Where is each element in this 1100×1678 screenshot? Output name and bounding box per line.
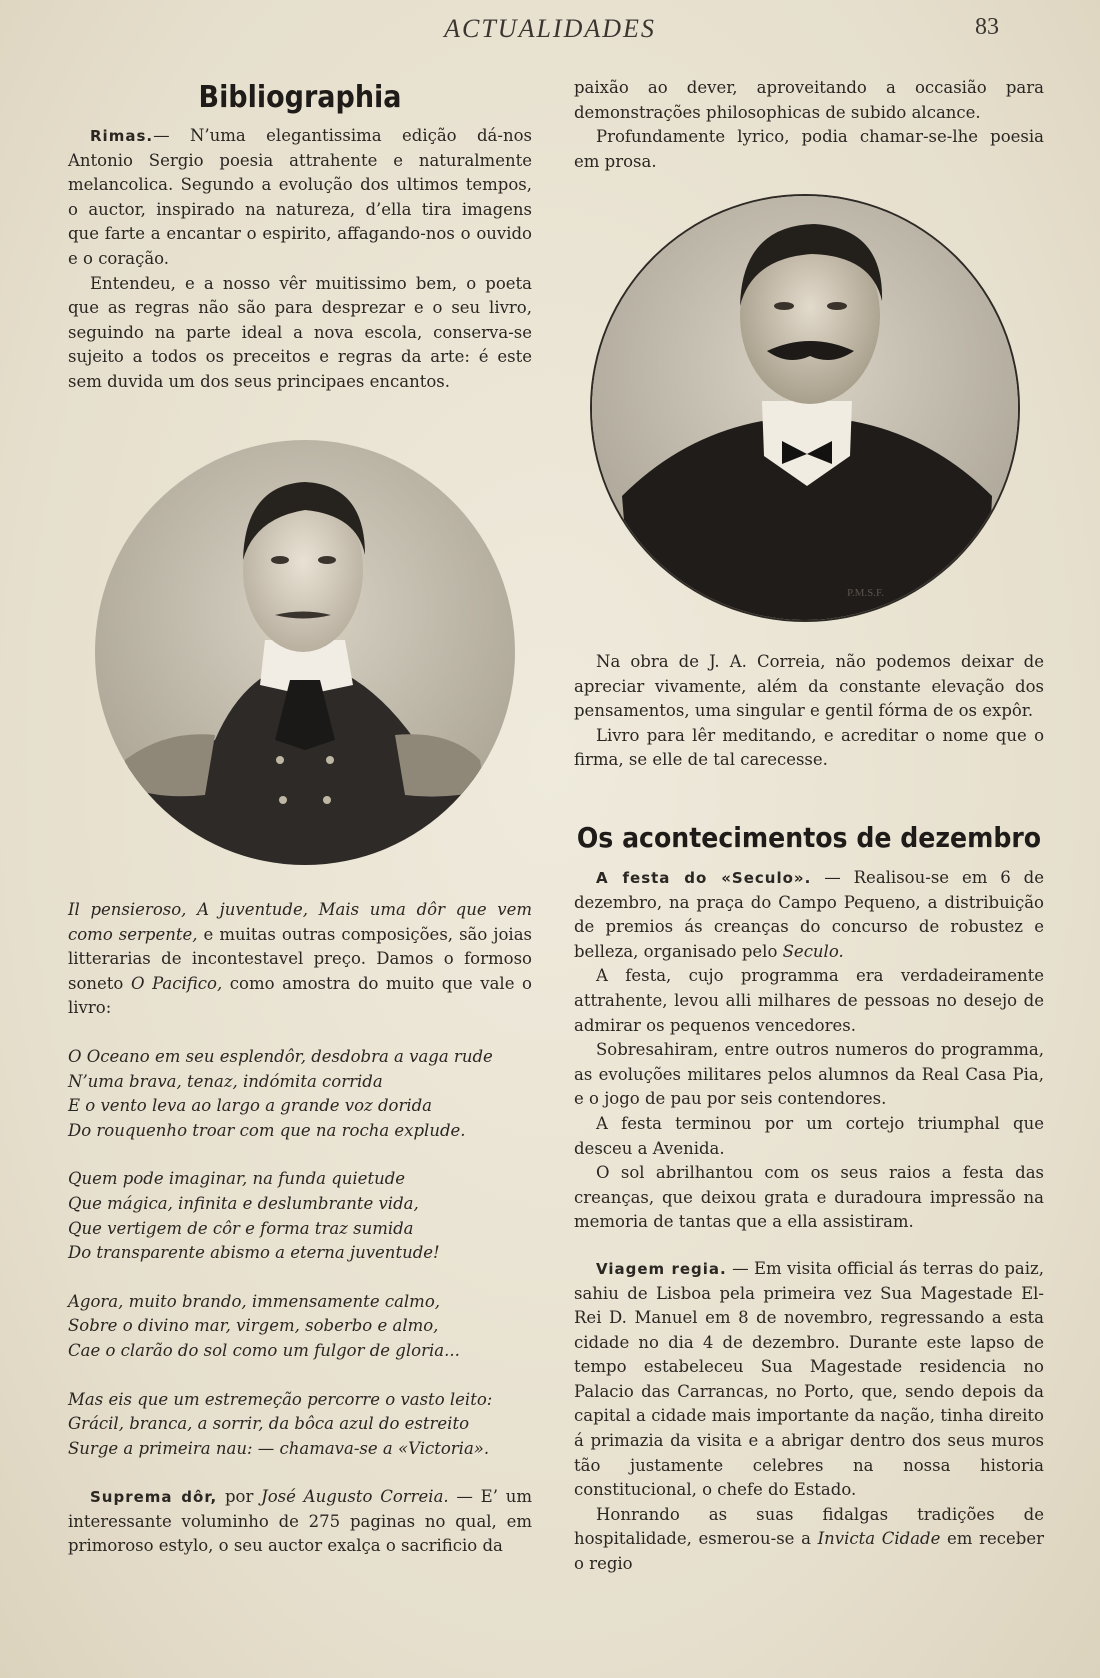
continuation-paragraph-2: Profundamente lyrico, podia chamar-se-lhe poesia em prosa.: [574, 127, 1044, 171]
correia-section: [574, 650, 1044, 773]
poem-stanza: [68, 1045, 532, 1143]
poem-line: Mas eis que um estremeção percorre o vasto leito:: [68, 1389, 493, 1409]
festa-paragraph-4: A festa terminou por um cortejo triumphal que desceu a Avenida.: [574, 1113, 1044, 1158]
festa-text-1: — Realisou-se em 6 de dezembro, na praça do Campo Pequeno, a distribuição de premios ás creanças do concurso de robustez e belleza, organisado pelo: [574, 868, 1045, 961]
poem-titles: Il pensieroso, A juventude, Mais uma dôr que vem como serpente,: [68, 900, 532, 944]
titles-text: e muitas outras composições, são joias litterarias de incontestavel preço. Damos o formoso soneto: [68, 924, 532, 993]
poem-line: N’uma brava, tenaz, indómita corrida: [68, 1071, 383, 1091]
suprema-text: — E’ um interessante voluminho de 275 paginas no qual, em primoroso estylo, o seu auctor exalça o sacrificio da: [68, 1487, 532, 1556]
poem-line: Cae o clarão do sol como um fulgor de gloria...: [68, 1340, 460, 1360]
suprema-author: José Augusto Correia.: [261, 1487, 449, 1507]
festa-seculo: Seculo.: [782, 941, 844, 961]
viagem-text-2a: Honrando as suas fidalgas tradições de hospitalidade, esmerou-se a: [574, 1504, 1044, 1549]
poem-line: Que mágica, infinita e deslumbrante vida,: [68, 1193, 419, 1213]
poem-line: Do rouquenho troar com que na rocha explude.: [68, 1120, 466, 1140]
poem-line: Sobre o divino mar, virgem, soberbo e almo,: [68, 1316, 439, 1336]
festa-paragraph-5: O sol abrilhantou com os seus raios a festa das creanças, que deixou grata e duradoura impressão na memoria de tantas que a ella assistiram.: [574, 1163, 1044, 1232]
section-title-dezembro: Os acontecimentos de dezembro: [576, 821, 1042, 854]
festa-paragraph-3: Sobresahiram, entre outros numeros do programma, as evoluções militares pelos alumnos da Real Casa Pia, e o jogo de pau por seis contendores.: [574, 1040, 1044, 1109]
titles-paragraph: [68, 898, 532, 1021]
rimas-continuation: [68, 898, 532, 1559]
rimas-paragraph-2: Entendeu, e a nosso vêr muitissimo bem, o poeta que as regras não são para desprezar e o seu livro, seguindo na parte ideal a nova escola, conserva-se sujeito a todos os preceitos e regras da arte: é este sem duvida um dos seus principaes encantos.: [68, 273, 532, 391]
bibliographia-section: [68, 78, 532, 395]
correia-paragraph-2: Livro para lêr meditando, e acreditar o nome que o firma, se elle de tal carecesse.: [574, 725, 1044, 770]
running-title: ACTUALIDADES: [444, 14, 656, 43]
suprema-lead: Suprema dôr,: [90, 1488, 218, 1507]
poem-stanza: [68, 1290, 532, 1364]
poem-line: E o vento leva ao largo a grande voz dorida: [68, 1096, 433, 1116]
viagem-invicta: Invicta Cidade: [817, 1529, 941, 1549]
titles-text-end: como amostra do muito que vale o livro:: [68, 973, 532, 1018]
poem-stanza: [68, 1388, 532, 1462]
poem-line: Agora, muito brando, immensamente calmo,: [68, 1291, 441, 1311]
rimas-paragraph-1: [68, 124, 532, 272]
portrait-author: [590, 194, 1020, 622]
naval-officer-photo: [95, 440, 515, 865]
continuation-paragraph-1: paixão ao dever, aproveitando a occasião para demonstrações philosophicas de subido alcance.: [574, 78, 1044, 122]
poem-line: Quem pode imaginar, na funda quietude: [68, 1169, 406, 1189]
festa-lead: A festa do «Seculo».: [596, 869, 812, 887]
poem-line: Grácil, branca, a sorrir, da bôca azul do estreito: [68, 1414, 470, 1434]
poem-stanza: [68, 1167, 532, 1265]
viagem-lead: Viagem regia.: [596, 1259, 727, 1278]
correia-paragraph-1: Na obra de J. A. Correia, não podemos deixar de apreciar vivamente, além da constante elevação dos pensamentos, uma singular e gentil fórma de os expôr.: [574, 652, 1044, 721]
sonnet-title: O Pacifico,: [130, 973, 223, 993]
page-number: 83: [975, 14, 999, 40]
rimas-text-1: — N’uma elegantissima edição dá-nos Antonio Sergio poesia attrahente e naturalmente melancolica. Segundo a evolução dos ultimos tempos, o auctor, inspirado na natureza, d’ella tira imagens que farte a encantar o espirito, affagando-nos o ouvido e o coração.: [68, 126, 532, 268]
dezembro-section: [574, 818, 1044, 1577]
viagem-paragraph-2: [574, 1503, 1044, 1577]
author-photo: [592, 196, 1018, 620]
section-title-bibliographia: Bibliographia: [198, 80, 402, 115]
sonnet-o-pacifico: [68, 1045, 532, 1461]
suprema-continuation: [574, 76, 1044, 174]
poem-line: O Oceano em seu esplendôr, desdobra a vaga rude: [68, 1046, 493, 1066]
poem-line: Do transparente abismo a eterna juventude!: [68, 1243, 440, 1263]
poem-line: Que vertigem de côr e forma traz sumida: [68, 1218, 414, 1238]
viagem-text-2c: em receber o regio: [574, 1529, 1044, 1574]
viagem-text-1: — Em visita official ás terras do paiz, sahiu de Lisboa pela primeira vez Sua Magestade El-Rei D. Manuel em 8 de novembro, regressando a esta cidade no dia 4 de dezembro. Durante este lapso de tempo estabeleceu Sua Magestade residencia no Palacio das Carrancas, no Porto, que, sendo depois da capital a cidade mais importante da nação, tinha direito á primazia da visita e a abrigar dentro dos seus muros tão justamente celebres na nossa historia constitucional, o chefe do Estado.: [574, 1258, 1044, 1500]
festa-paragraph-1: [574, 866, 1044, 964]
viagem-paragraph-1: [574, 1257, 1044, 1503]
suprema-by: por: [217, 1487, 262, 1507]
poem-line: Surge a primeira nau: — chamava-se a «Victoria».: [68, 1438, 490, 1458]
rimas-lead: Rimas.: [90, 127, 154, 145]
portrait-naval-officer: [95, 440, 515, 865]
suprema-paragraph: [68, 1485, 532, 1559]
photo-signature: P.M.S.F.: [847, 587, 885, 599]
festa-paragraph-2: A festa, cujo programma era verdadeiramente attrahente, levou alli milhares de pessoas no desejo de admirar os pequenos vencedores.: [574, 966, 1044, 1035]
